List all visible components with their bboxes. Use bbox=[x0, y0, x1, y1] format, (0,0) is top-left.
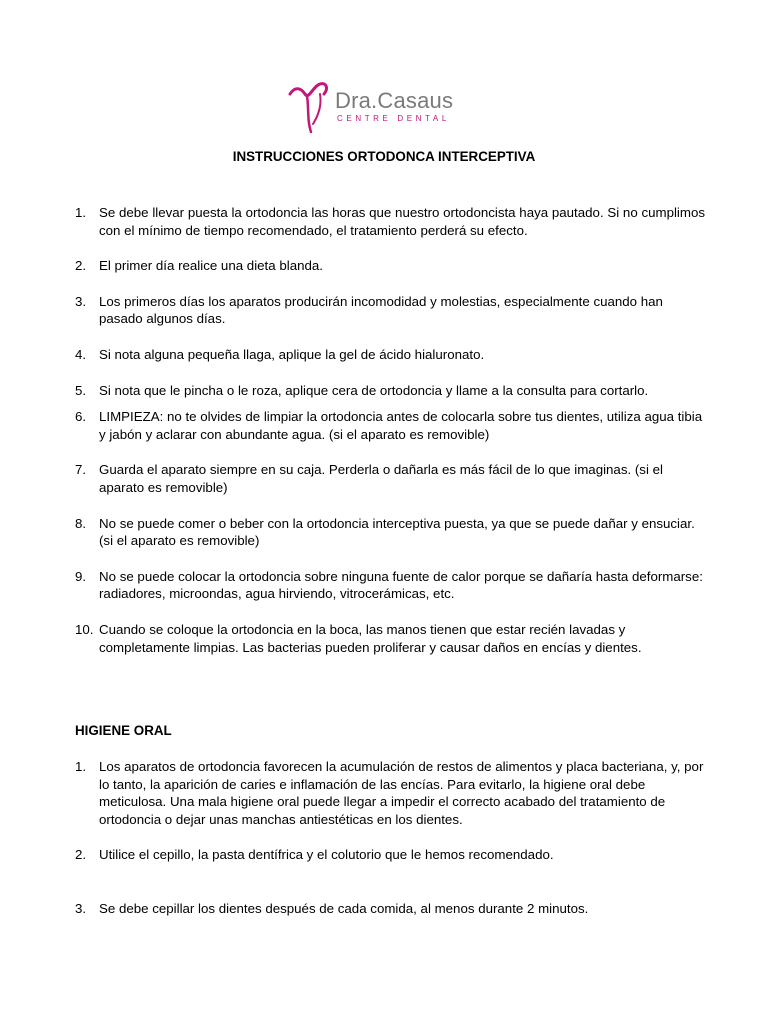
item-text: Si nota que le pincha o le roza, aplique cera de ortodoncia y llame a la consulta para cortarlo. bbox=[99, 382, 649, 398]
list-item bbox=[75, 568, 705, 603]
item-text: Se debe llevar puesta la ortodoncia las horas que nuestro ortodoncista haya pautado. Si no cumplimos con el mínimo de tiempo recomendado, el tratamiento perderá su efecto. bbox=[99, 205, 705, 238]
item-number: 9. bbox=[75, 568, 87, 584]
clinic-logo bbox=[287, 66, 479, 136]
item-number: 1. bbox=[75, 759, 87, 774]
instructions-list bbox=[75, 204, 705, 656]
list-item bbox=[75, 204, 705, 239]
item-number: 1. bbox=[75, 205, 87, 220]
list-item bbox=[75, 758, 705, 828]
list-item bbox=[75, 408, 705, 443]
item-text: Los primeros días los aparatos producirán incomodidad y molestias, especialmente cuando han pasado algunos días. bbox=[99, 293, 663, 327]
item-number: 8. bbox=[75, 515, 87, 531]
item-number: 10. bbox=[75, 621, 94, 637]
list-item bbox=[75, 346, 705, 364]
item-text: Guarda el aparato siempre en su caja. Perderla o dañarla es más fácil de lo que imaginas. (si el aparato es removible) bbox=[99, 462, 663, 495]
item-number: 3. bbox=[75, 900, 87, 916]
item-text: No se puede colocar la ortodoncia sobre ninguna fuente de calor porque se dañaría hasta deformarse: radiadores, microondas, agua hirviendo, vitrocerámicas, etc. bbox=[99, 568, 703, 602]
list-item bbox=[75, 846, 705, 864]
item-number: 2. bbox=[75, 258, 87, 274]
item-number: 7. bbox=[75, 462, 87, 478]
list-item bbox=[75, 621, 705, 656]
item-text: Utilice el cepillo, la pasta dentífrica y el colutorio que le hemos recomendado. bbox=[99, 847, 554, 863]
item-text: Cuando se coloque la ortodoncia en la boca, las manos tienen que estar recién lavadas y completamente limpias. Las bacterias pueden proliferar y causar daños en encías y dientes. bbox=[99, 621, 642, 655]
list-item bbox=[75, 257, 705, 275]
list-item bbox=[75, 515, 705, 550]
item-text: LIMPIEZA: no te olvides de limpiar la ortodoncia antes de colocarla sobre tus dientes, utiliza agua tibia y jabón y aclarar con abundante agua. (si el aparato es removible) bbox=[99, 409, 703, 442]
hygiene-list bbox=[75, 758, 705, 918]
item-number: 5. bbox=[75, 382, 87, 398]
item-number: 6. bbox=[75, 409, 87, 425]
list-item bbox=[75, 293, 705, 328]
logo-name: Dra.Casaus bbox=[335, 88, 454, 113]
list-item bbox=[75, 900, 705, 918]
section-title: HIGIENE ORAL bbox=[75, 723, 172, 738]
item-text: El primer día realice una dieta blanda. bbox=[99, 258, 323, 274]
list-item bbox=[75, 382, 705, 400]
list-item bbox=[75, 461, 705, 496]
item-number: 3. bbox=[75, 293, 87, 309]
item-number: 2. bbox=[75, 847, 87, 863]
item-number: 4. bbox=[75, 346, 87, 362]
item-text: Si nota alguna pequeña llaga, aplique la gel de ácido hialuronato. bbox=[99, 346, 485, 362]
document-title: INSTRUCCIONES ORTODONCA INTERCEPTIVA bbox=[232, 149, 536, 164]
item-text: No se puede comer o beber con la ortodoncia interceptiva puesta, ya que se puede dañar y ensuciar. (si el aparato es removible) bbox=[99, 515, 695, 549]
item-text: Se debe cepillar los dientes después de cada comida, al menos durante 2 minutos. bbox=[99, 900, 589, 916]
tooth-swirl-icon bbox=[287, 80, 333, 136]
item-text: Los aparatos de ortodoncia favorecen la acumulación de restos de alimentos y placa bacteriana, y, por lo tanto, la aparición de caries e inflamación de las encías. Para evitarlo, la higiene oral debe meticulosa. Una mala higiene oral puede llegar a impedir el correcto acabado del tratamiento de ortodoncia o dejar unas manchas antiestéticas en los dientes. bbox=[99, 759, 704, 827]
logo-subtitle: CENTRE DENTAL bbox=[337, 114, 450, 123]
